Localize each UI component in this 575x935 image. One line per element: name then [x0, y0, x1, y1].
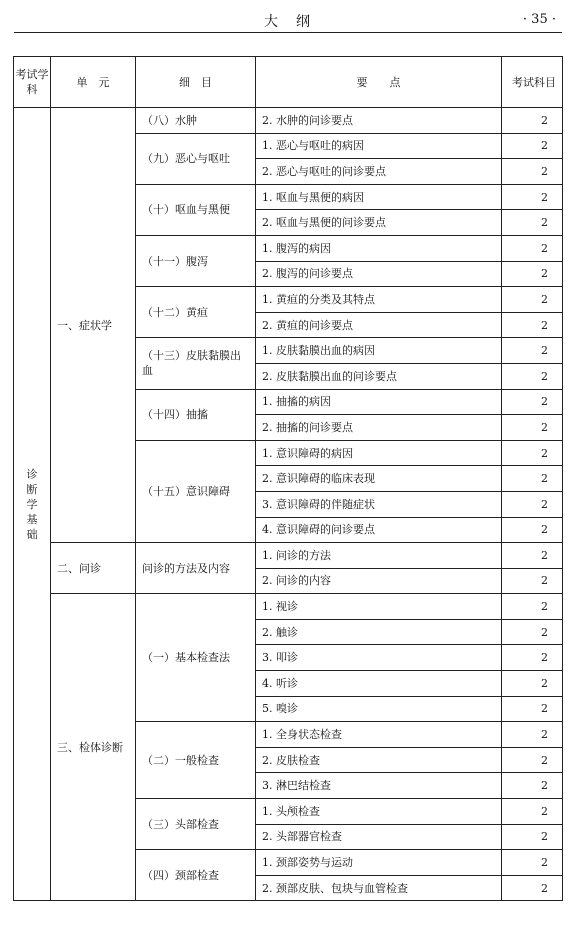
- unit-cell: 一、症状学: [51, 108, 136, 543]
- item-cell: （十二）黄疸: [136, 287, 256, 338]
- point-cell: 1. 意识障碍的病因: [256, 440, 502, 466]
- subject-cell: [14, 108, 51, 901]
- point-cell: 2. 皮肤检查: [256, 747, 502, 773]
- column-header-subject: 考试学科: [14, 57, 51, 108]
- level-cell: 2: [502, 466, 563, 492]
- point-cell: 2. 颈部皮肤、包块与血管检查: [256, 875, 502, 901]
- page-header: [14, 8, 562, 33]
- point-cell: 2. 恶心与呕吐的问诊要点: [256, 159, 502, 185]
- item-cell: （一）基本检查法: [136, 594, 256, 722]
- point-cell: 3. 叩诊: [256, 645, 502, 671]
- item-cell: （四）颈部检查: [136, 850, 256, 901]
- level-cell: 2: [502, 440, 563, 466]
- level-cell: 2: [502, 235, 563, 261]
- level-cell: 2: [502, 799, 563, 825]
- level-cell: 2: [502, 645, 563, 671]
- level-cell: 2: [502, 850, 563, 876]
- item-cell: （三）头部检查: [136, 799, 256, 850]
- point-cell: 2. 腹泻的问诊要点: [256, 261, 502, 287]
- level-cell: 2: [502, 210, 563, 236]
- table-row: [14, 543, 563, 569]
- point-cell: 5. 嗅诊: [256, 696, 502, 722]
- point-cell: 2. 呕血与黑便的问诊要点: [256, 210, 502, 236]
- point-cell: 2. 意识障碍的临床表现: [256, 466, 502, 492]
- unit-cell: 三、检体诊断: [51, 594, 136, 901]
- level-cell: 2: [502, 875, 563, 901]
- level-cell: 2: [502, 773, 563, 799]
- item-cell: （十一）腹泻: [136, 235, 256, 286]
- column-header-unit: 单 元: [51, 57, 136, 108]
- level-cell: 2: [502, 543, 563, 569]
- point-cell: 1. 视诊: [256, 594, 502, 620]
- item-cell: （九）恶心与呕吐: [136, 133, 256, 184]
- level-cell: 2: [502, 184, 563, 210]
- table-row: [14, 108, 563, 134]
- unit-cell: 二、问诊: [51, 543, 136, 594]
- point-cell: 2. 头部器官检查: [256, 824, 502, 850]
- column-header-level: 考试科目: [502, 57, 563, 108]
- item-cell: （十四）抽搐: [136, 389, 256, 440]
- level-cell: 2: [502, 363, 563, 389]
- point-cell: 1. 抽搐的病因: [256, 389, 502, 415]
- item-cell: （十三）皮肤黏膜出血: [136, 338, 256, 389]
- point-cell: 1. 头颅检查: [256, 799, 502, 825]
- item-cell: （十五）意识障碍: [136, 440, 256, 542]
- point-cell: 2. 触诊: [256, 619, 502, 645]
- point-cell: 3. 淋巴结检查: [256, 773, 502, 799]
- level-cell: 2: [502, 312, 563, 338]
- level-cell: 2: [502, 389, 563, 415]
- level-cell: 2: [502, 491, 563, 517]
- level-cell: 2: [502, 287, 563, 313]
- point-cell: 1. 全身状态检查: [256, 722, 502, 748]
- page-number: · 35 ·: [522, 12, 556, 27]
- point-cell: 2. 皮肤黏膜出血的问诊要点: [256, 363, 502, 389]
- point-cell: 3. 意识障碍的伴随症状: [256, 491, 502, 517]
- level-cell: 2: [502, 696, 563, 722]
- point-cell: 1. 黄疸的分类及其特点: [256, 287, 502, 313]
- level-cell: 2: [502, 722, 563, 748]
- item-cell: （十）呕血与黑便: [136, 184, 256, 235]
- level-cell: 2: [502, 747, 563, 773]
- level-cell: 2: [502, 619, 563, 645]
- item-cell: （二）一般检查: [136, 722, 256, 799]
- item-cell: （八）水肿: [136, 108, 256, 134]
- column-header-item: 细 目: [136, 57, 256, 108]
- point-cell: 4. 听诊: [256, 671, 502, 697]
- level-cell: 2: [502, 338, 563, 364]
- table-body: [14, 108, 563, 901]
- level-cell: 2: [502, 671, 563, 697]
- point-cell: 1. 呕血与黑便的病因: [256, 184, 502, 210]
- column-header-point: 要 点: [256, 57, 502, 108]
- point-cell: 1. 腹泻的病因: [256, 235, 502, 261]
- level-cell: 2: [502, 261, 563, 287]
- level-cell: 2: [502, 108, 563, 134]
- level-cell: 2: [502, 159, 563, 185]
- level-cell: 2: [502, 824, 563, 850]
- table-row: [14, 594, 563, 620]
- subject-label: 诊断学基础: [26, 467, 38, 541]
- page-title: 大 纲: [264, 14, 312, 30]
- point-cell: 1. 恶心与呕吐的病因: [256, 133, 502, 159]
- syllabus-table: [13, 56, 563, 901]
- level-cell: 2: [502, 594, 563, 620]
- point-cell: 1. 颈部姿势与运动: [256, 850, 502, 876]
- level-cell: 2: [502, 415, 563, 441]
- table-header-row: [14, 57, 563, 108]
- point-cell: 2. 黄疸的问诊要点: [256, 312, 502, 338]
- point-cell: 4. 意识障碍的问诊要点: [256, 517, 502, 543]
- point-cell: 1. 问诊的方法: [256, 543, 502, 569]
- point-cell: 2. 问诊的内容: [256, 568, 502, 594]
- point-cell: 1. 皮肤黏膜出血的病因: [256, 338, 502, 364]
- level-cell: 2: [502, 517, 563, 543]
- item-cell: 问诊的方法及内容: [136, 543, 256, 594]
- level-cell: 2: [502, 568, 563, 594]
- point-cell: 2. 水肿的问诊要点: [256, 108, 502, 134]
- point-cell: 2. 抽搐的问诊要点: [256, 415, 502, 441]
- level-cell: 2: [502, 133, 563, 159]
